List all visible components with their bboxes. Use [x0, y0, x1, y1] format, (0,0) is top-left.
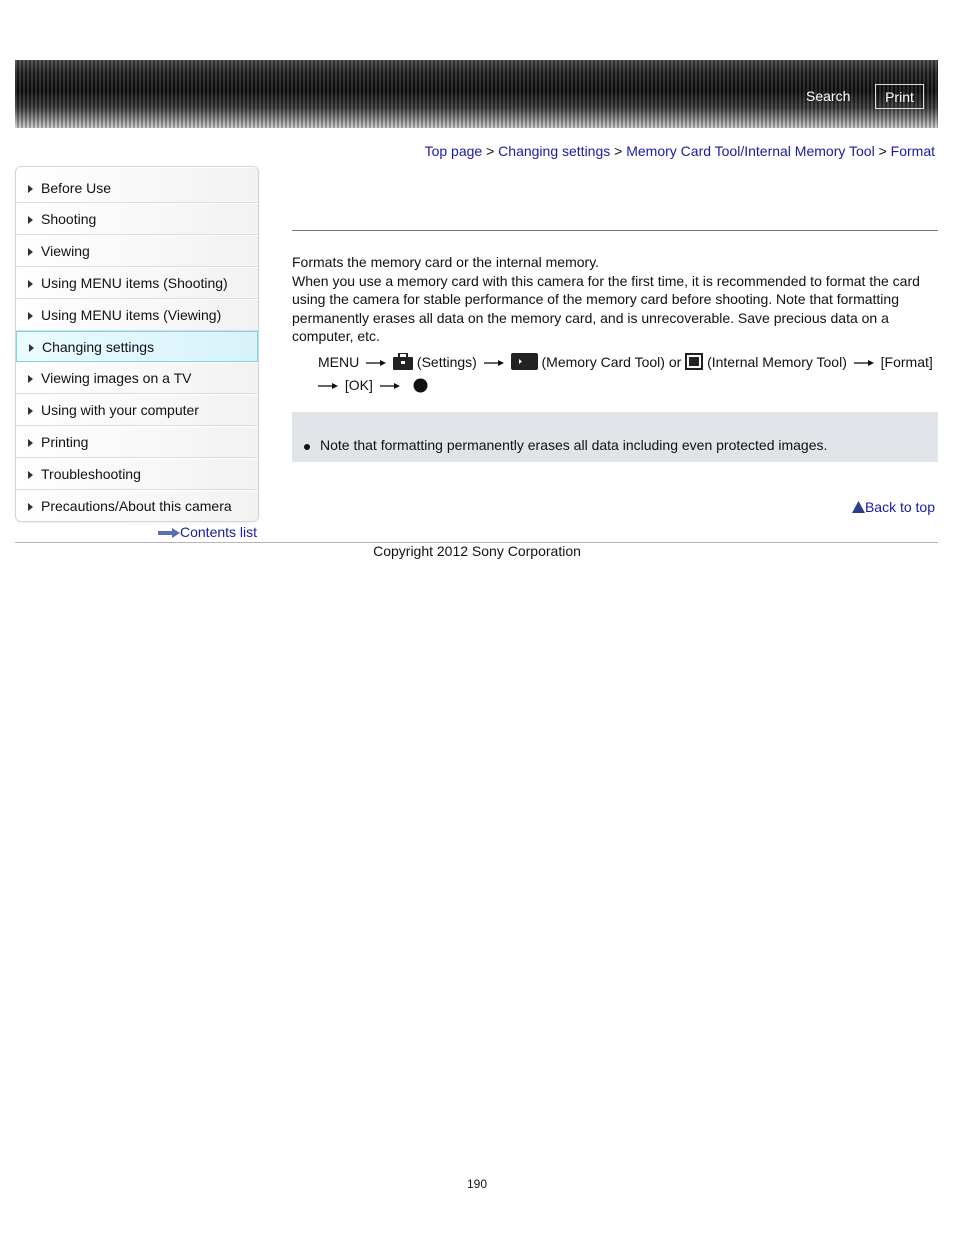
- center-button-icon: [413, 378, 428, 393]
- sidebar-item-label: Before Use: [41, 180, 112, 196]
- arrow-right-icon: [158, 528, 180, 538]
- contents-list-link[interactable]: [158, 524, 257, 540]
- sidebar-item-label: Using with your computer: [41, 402, 199, 418]
- step-menu: MENU: [318, 354, 360, 370]
- breadcrumb: [425, 143, 935, 159]
- breadcrumb-separator: >: [878, 143, 887, 159]
- step-ok: [OK]: [344, 377, 373, 393]
- triangle-right-icon: [28, 248, 33, 256]
- step-settings: (Settings): [416, 354, 477, 370]
- header-bar: [15, 60, 938, 128]
- back-to-top-label: Back to top: [864, 499, 935, 515]
- triangle-right-icon: [28, 375, 33, 383]
- breadcrumb-top-page[interactable]: Top page: [424, 143, 483, 159]
- sidebar-item-label: Using MENU items (Viewing): [41, 307, 222, 323]
- settings-toolbox-icon: [393, 353, 413, 370]
- page-number: 190: [466, 1177, 488, 1191]
- breadcrumb-format[interactable]: Format: [890, 143, 935, 159]
- sidebar-item-label: Printing: [41, 434, 89, 450]
- triangle-right-icon: [28, 471, 33, 479]
- triangle-right-icon: [28, 407, 33, 415]
- triangle-right-icon: [28, 503, 33, 511]
- search-link[interactable]: Search: [806, 88, 851, 104]
- triangle-right-icon: [28, 280, 33, 288]
- sidebar-item-label: Changing settings: [42, 339, 155, 355]
- step-memory-card-tool: (Memory Card Tool) or: [541, 354, 682, 370]
- triangle-right-icon: [28, 216, 33, 224]
- breadcrumb-separator: >: [486, 143, 495, 159]
- sidebar-item-label: Viewing: [41, 243, 90, 259]
- triangle-right-icon: [28, 185, 33, 193]
- internal-memory-tool-icon: [685, 353, 703, 370]
- sidebar-item-menu-shooting[interactable]: [16, 267, 258, 299]
- sidebar-item-label: Precautions/About this camera: [41, 498, 232, 514]
- back-to-top-link[interactable]: [852, 499, 935, 515]
- sidebar-item-menu-viewing[interactable]: [16, 299, 258, 331]
- sidebar-item-troubleshooting[interactable]: [16, 458, 258, 490]
- sidebar-item-label: Viewing images on a TV: [41, 370, 192, 386]
- sidebar-nav: [15, 166, 259, 522]
- sidebar-item-label: Shooting: [41, 211, 97, 227]
- sidebar-item-computer[interactable]: [16, 394, 258, 426]
- step-format: [Format]: [880, 354, 933, 370]
- note-text: Note that formatting permanently erases all data including even protected images.: [320, 437, 828, 453]
- arrow-right-icon: [318, 382, 338, 390]
- body-text: When you use a memory card with this camera for the first time, it is recommended to format the card using the camera for stable performance of the memory card before shooting. Note that formatting permanently erases all data on the memory card, and is unrecoverable. Save precious data on a computer, etc.: [292, 272, 920, 344]
- memory-card-tool-icon: [511, 353, 538, 370]
- arrow-right-icon: [366, 359, 386, 367]
- triangle-up-icon: [852, 501, 865, 513]
- sidebar-item-viewing[interactable]: [16, 235, 258, 267]
- sidebar-item-viewing-tv[interactable]: [16, 362, 258, 394]
- arrow-right-icon: [484, 359, 504, 367]
- note-box: [292, 412, 938, 462]
- intro-text: Formats the memory card or the internal memory.: [292, 254, 600, 270]
- sidebar-item-label: Troubleshooting: [41, 466, 141, 482]
- sidebar-item-label: Using MENU items (Shooting): [41, 275, 228, 291]
- triangle-right-icon: [29, 344, 34, 352]
- sidebar-item-precautions[interactable]: [16, 490, 258, 521]
- description: [292, 253, 932, 346]
- arrow-right-icon: [380, 382, 400, 390]
- breadcrumb-separator: >: [614, 143, 623, 159]
- print-button[interactable]: Print: [875, 84, 924, 109]
- breadcrumb-memory-card-tool[interactable]: Memory Card Tool/Internal Memory Tool: [626, 143, 875, 159]
- copyright-text: Copyright 2012 Sony Corporation: [373, 543, 581, 559]
- bullet-icon: [304, 444, 310, 450]
- sidebar-item-changing-settings[interactable]: [16, 331, 258, 362]
- sidebar-item-before-use[interactable]: [16, 167, 258, 203]
- triangle-right-icon: [28, 312, 33, 320]
- sidebar-item-shooting[interactable]: [16, 203, 258, 235]
- sidebar-item-printing[interactable]: [16, 426, 258, 458]
- triangle-right-icon: [28, 439, 33, 447]
- breadcrumb-changing-settings[interactable]: Changing settings: [498, 143, 611, 159]
- step-internal-memory-tool: (Internal Memory Tool): [707, 354, 847, 370]
- arrow-right-icon: [854, 359, 874, 367]
- procedure-steps: [318, 351, 938, 397]
- contents-list-label: Contents list: [180, 524, 258, 540]
- title-divider: [292, 230, 938, 231]
